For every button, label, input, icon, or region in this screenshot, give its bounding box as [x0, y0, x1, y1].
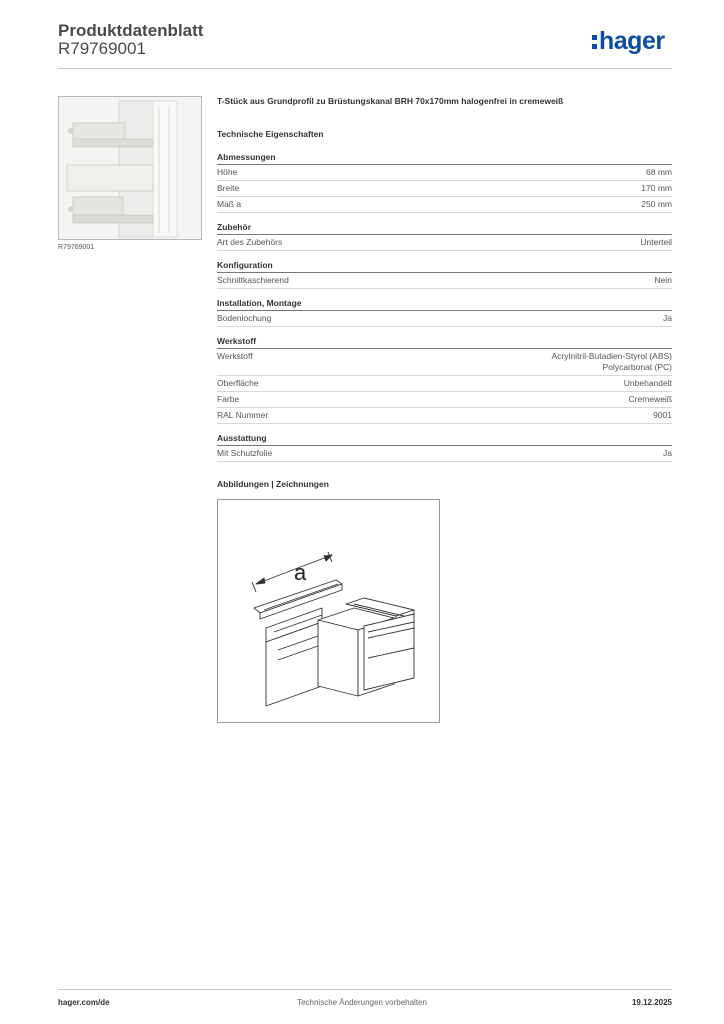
product-photo	[58, 96, 202, 240]
section-abmessungen	[217, 152, 672, 213]
table-row	[217, 273, 672, 289]
dimension-label: a	[294, 560, 307, 585]
table-row	[217, 235, 672, 251]
table-row	[217, 349, 672, 376]
row-label: Mit Schutzfolie	[217, 448, 273, 458]
technical-drawing	[217, 499, 440, 723]
table-row	[217, 165, 672, 181]
table-row	[217, 408, 672, 424]
row-value: Nein	[654, 275, 672, 285]
row-value: 170 mm	[641, 183, 672, 193]
row-value: Unterteil	[640, 237, 672, 247]
table-row	[217, 197, 672, 213]
section-installation	[217, 298, 672, 327]
row-label: Farbe	[217, 394, 240, 404]
row-value: Cremeweiß	[628, 394, 672, 404]
section-zubehoer	[217, 222, 672, 251]
row-value: Unbehandelt	[623, 378, 672, 388]
row-value: 68 mm	[646, 167, 672, 177]
section-title: Ausstattung	[217, 433, 672, 446]
row-label: Schnittkaschierend	[217, 275, 289, 285]
row-label: Bodenlochung	[217, 313, 272, 323]
section-title: Werkstoff	[217, 336, 672, 349]
logo-dots-icon	[592, 33, 597, 51]
section-title: Installation, Montage	[217, 298, 672, 311]
t-piece-drawing	[218, 500, 439, 722]
footer-disclaimer: Technische Änderungen vorbehalten	[297, 998, 427, 1007]
footer-date: 19.12.2025	[631, 998, 672, 1007]
row-label: Breite	[217, 183, 240, 193]
table-row	[217, 311, 672, 327]
table-row	[217, 446, 672, 462]
row-value: Ja	[663, 313, 672, 323]
row-value: Polycarbonat (PC)	[602, 362, 672, 372]
row-label: Oberfläche	[217, 378, 259, 388]
row-value: Acrylnitril-Butadien-Styrol (ABS)	[551, 351, 672, 361]
row-label: RAL Nummer	[217, 410, 269, 420]
section-konfiguration	[217, 260, 672, 289]
table-row	[217, 392, 672, 408]
section-title: Zubehör	[217, 222, 672, 235]
specifications	[217, 96, 672, 471]
tech-properties-heading: Technische Eigenschaften	[217, 129, 324, 139]
footer-divider	[58, 989, 672, 990]
photo-caption: R79769001	[58, 244, 95, 251]
drawings-heading: Abbildungen | Zeichnungen	[217, 479, 329, 489]
hager-logo[interactable]	[592, 27, 665, 56]
table-row	[217, 376, 672, 392]
logo-text: hager	[599, 27, 665, 55]
footer-website-link[interactable]: hager.com/de	[58, 998, 110, 1007]
row-value: 250 mm	[641, 199, 672, 209]
header-divider	[58, 68, 672, 69]
section-title: Konfiguration	[217, 260, 672, 273]
row-value: 9001	[653, 410, 672, 420]
document-title: Produktdatenblatt	[58, 21, 204, 40]
row-label: Werkstoff	[217, 351, 253, 361]
section-ausstattung	[217, 433, 672, 462]
product-number: R79769001	[58, 39, 146, 58]
product-description: T-Stück aus Grundprofil zu Brüstungskanal BRH 70x170mm halogenfrei in cremeweiß	[217, 96, 564, 106]
row-value: Ja	[663, 448, 672, 458]
row-value-multi	[552, 351, 672, 373]
row-label: Maß a	[217, 199, 242, 209]
row-label: Höhe	[217, 167, 238, 177]
row-label: Art des Zubehörs	[217, 237, 283, 247]
product-photo-illustration	[59, 97, 201, 239]
section-werkstoff	[217, 336, 672, 424]
table-row	[217, 181, 672, 197]
section-title: Abmessungen	[217, 152, 672, 165]
